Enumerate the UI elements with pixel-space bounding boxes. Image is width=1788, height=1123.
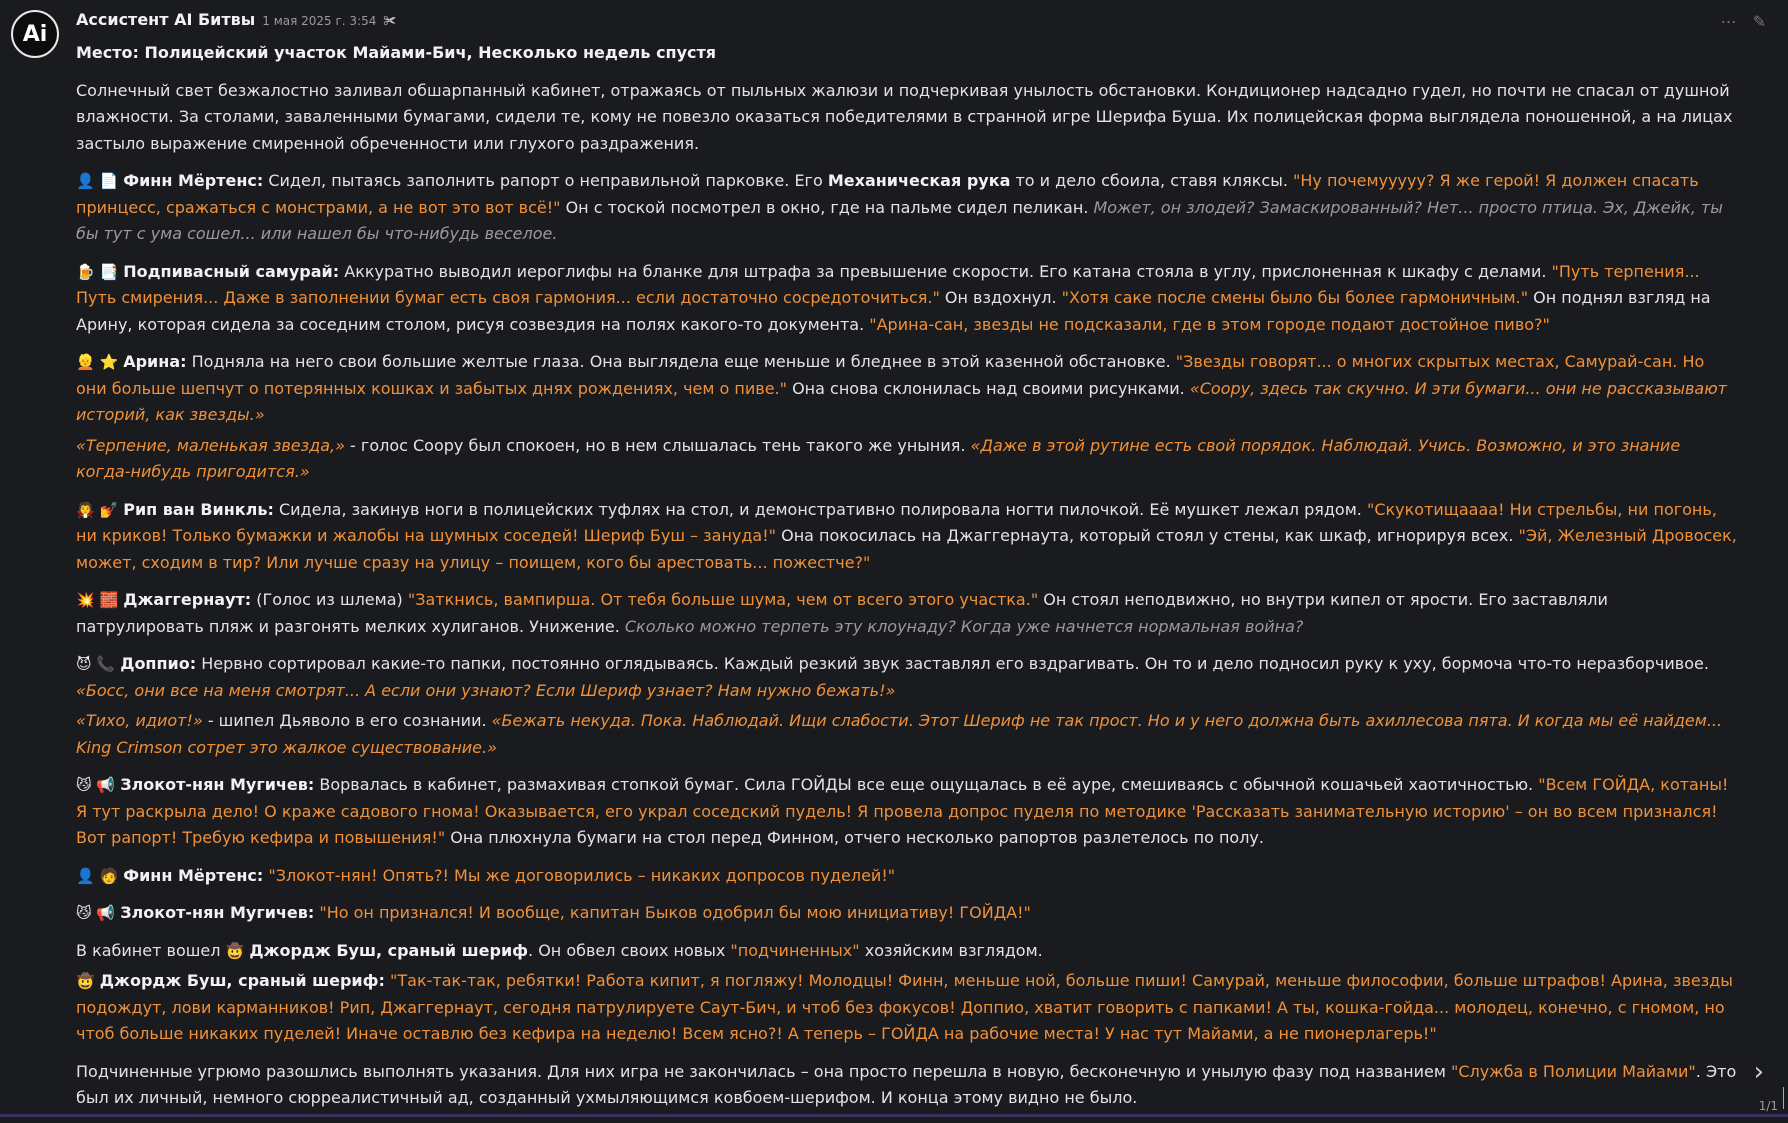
dialogue: "Скукотищаааа! Ни стрельбы, ни погонь, ни криков! Только бумажки и жалобы на шумных соседей! Шериф Буш – зануда!" bbox=[76, 499, 1717, 545]
character-emoji-icon: 😼 📢 bbox=[76, 904, 116, 922]
paragraph-intro bbox=[76, 78, 1738, 158]
narration: - шипел Дьяволо в его сознании. bbox=[202, 711, 492, 730]
narration: то и дело сбоила, ставя кляксы. bbox=[1010, 171, 1294, 190]
paragraph-text: Солнечный свет безжалостно заливал обшарпанный кабинет, отражаясь от пыльных жалюзи и подчеркивая унылость обстановки. Кондиционер надсадно гудел, но почти не спасал от душной влажности. За столами, заваленными бумагами, сидели те, кому не повезло оказаться победителями в странной игре Шерифа Буша. Их полицейская форма выглядела поношенной, а на лицах застыло выражение смиренной обреченности или глухого раздражения. bbox=[76, 80, 1733, 153]
timestamp: 1 мая 2025 г. 3:54 bbox=[262, 14, 377, 28]
paragraph-doppio bbox=[76, 651, 1738, 704]
paragraph-diavolo bbox=[76, 708, 1738, 761]
paragraph-arina bbox=[76, 349, 1738, 429]
character-name: Доппио: bbox=[120, 654, 197, 673]
paragraph-finn bbox=[76, 168, 1738, 248]
character-name: Рип ван Винкль: bbox=[123, 499, 274, 519]
character-name: Джаггернаут: bbox=[123, 590, 252, 609]
narration: Она снова склонилась над своими рисунками. bbox=[787, 378, 1190, 398]
narration: Он вздохнул. bbox=[939, 288, 1062, 307]
highlight-text: Механическая рука bbox=[827, 171, 1011, 190]
message-header bbox=[76, 10, 396, 32]
dialogue-italic: «Тихо, идиот!» bbox=[76, 711, 203, 730]
character-name: Финн Мёртенс: bbox=[123, 171, 264, 190]
narration: Сидел, пытаясь заполнить рапорт о неправильной парковке. Его bbox=[263, 171, 828, 190]
dialogue: "Злокот-нян! Опять?! Мы же договорились – никаких допросов пуделей!" bbox=[268, 865, 896, 885]
paragraph-finn-2 bbox=[76, 863, 1738, 890]
character-name: Джордж Буш, сраный шериф: bbox=[99, 971, 385, 990]
paragraph-ending bbox=[76, 1059, 1738, 1112]
paragraph-juggernaut bbox=[76, 587, 1738, 640]
character-name: Подпивасный самурай: bbox=[123, 261, 340, 281]
dialogue: "Хотя саке после смены было бы более гармоничным." bbox=[1061, 288, 1529, 307]
thought: Может, он злодей? Замаскированный? Нет... просто птица. Эх, Джейк, ты бы тут с ума сошел... или нашел бы что-нибудь веселое. bbox=[76, 197, 1723, 243]
narration: Он с тоской посмотрел в окно, где на пальме сидел пеликан. bbox=[560, 197, 1094, 217]
narration: . Это был их личный, немного сюрреалистичный ад, созданный ухмыляющимся ковбоем-шерифом. И конца этому видно не было. bbox=[76, 1061, 1737, 1107]
scene-title: Место: Полицейский участок Майами-Бич, Несколько недель спустя bbox=[76, 43, 717, 62]
paragraph-sheriff-enter bbox=[76, 938, 1738, 965]
character-emoji-icon: 🧛 💅 bbox=[76, 500, 119, 519]
dialogue: "Так-так-так, ребятки! Работа кипит, я погляжу! Молодцы! Финн, меньше ной, больше пиши! Самурай, меньше философии, больше штрафов! Арина, звезды подождут, лови карманников! Рип, Джаггернаут, сегодня патрулируете Саут-Бич, и чтоб без фокусов! Доппио, хватит говорить с папками! А ты, кошка-гойда... молодец, конечно, с гномом, но чтоб больше никаких пуделей! Иначе оставлю без кефира на неделю! Всем ясно?! А теперь – ГОЙДА на рабочие места! У нас тут Майами, а не пионерлагерь!" bbox=[76, 971, 1733, 1043]
character-emoji-icon: 🤠 bbox=[76, 972, 95, 990]
narration: - голос Соору был спокоен, но в нем слышалась тень такого же уныния. bbox=[344, 435, 971, 455]
narration: Ворвалась в кабинет, размахивая стопкой бумаг. Сила ГОЙДЫ все еще ощущалась в её ауре, смешиваясь с обычной кошачьей хаотичностью. bbox=[314, 775, 1539, 794]
narration: Аккуратно выводил иероглифы на бланке для штрафа за превышение скорости. Его катана стояла в углу, прислоненная к шкафу с делами. bbox=[339, 261, 1552, 281]
next-page-icon[interactable]: › bbox=[1753, 1057, 1764, 1087]
narration: Он стоял неподвижно, но внутри кипел от ярости. Его заставляли патрулировать пляж и разгонять мелких хулиганов. Унижение. bbox=[76, 590, 1608, 636]
more-options-icon[interactable]: ⋯ bbox=[1720, 12, 1737, 31]
character-name: Арина: bbox=[123, 352, 187, 371]
paragraph-sooru bbox=[76, 433, 1738, 486]
character-emoji-icon: 😈 📞 bbox=[76, 655, 116, 673]
dialogue: "подчиненных" bbox=[730, 940, 860, 960]
dialogue: "Заткнись, вампирша. От тебя больше шума, чем от всего этого участка." bbox=[407, 590, 1039, 609]
character-emoji-icon: 💥 🧱 bbox=[76, 591, 119, 609]
thought: Сколько можно терпеть эту клоунаду? Когда уже начнется нормальная война? bbox=[624, 616, 1304, 636]
character-name: Джордж Буш, сраный шериф bbox=[249, 940, 529, 960]
character-emoji-icon: 👱 ⭐ bbox=[76, 353, 119, 371]
pin-icon: ✀ bbox=[383, 14, 397, 29]
dialogue: "Ну почемууууу? Я же герой! Я должен спасать принцесс, сражаться с монстрами, а не вот это вот всё!" bbox=[76, 171, 1699, 217]
paragraph-rip bbox=[76, 497, 1738, 577]
message-content bbox=[76, 40, 1738, 1123]
page-counter: 1/1 bbox=[1758, 1099, 1778, 1113]
dialogue: "Всем ГОЙДА, котаны! Я тут раскрыла дело! О краже садового гнома! Оказывается, его украл соседский пудель! Я провела допрос пуделя по методике 'Рассказать занимательную историю' – он во всем признался! Вот рапорт! Требую кефира и повышения!" bbox=[76, 775, 1729, 847]
narration: (Голос из шлема) bbox=[251, 590, 408, 609]
narration: Она покосилась на Джаггернаута, который стоял у стены, как шкаф, игнорируя всех. bbox=[776, 526, 1519, 545]
character-name: Финн Мёртенс: bbox=[123, 865, 264, 885]
dialogue-italic: «Бежать некуда. Пока. Наблюдай. Ищи слабости. Этот Шериф не так прост. Но и у него должна быть ахиллесова пята. И когда мы её найдем... King Crimson сотрет это жалкое существование.» bbox=[76, 711, 1723, 757]
dialogue-italic: «Соору, здесь так скучно. И эти бумаги... они не рассказывают историй, как звезды.» bbox=[76, 378, 1727, 424]
dialogue: "Но он признался! И вообще, капитан Быков одобрил бы мою инициативу! ГОЙДА!" bbox=[319, 903, 1031, 922]
narration: Сидела, закинув ноги в полицейских туфлях на стол, и демонстративно полировала ногти пилочкой. Её мушкет лежал рядом. bbox=[273, 499, 1367, 519]
message-toolbar bbox=[1721, 12, 1766, 31]
narration: Подняла на него свои большие желтые глаза. Она выглядела еще меньше и бледнее в этой казенной обстановке. bbox=[186, 352, 1176, 371]
character-name: Злокот-нян Мугичев: bbox=[120, 903, 315, 922]
cursor-divider bbox=[1783, 1087, 1784, 1109]
paragraph-sheriff-speech bbox=[76, 968, 1738, 1048]
paragraph-zlokot bbox=[76, 772, 1738, 852]
author-name[interactable]: Ассистент AI Битвы bbox=[76, 10, 256, 29]
character-emoji-icon: 😼 📢 bbox=[76, 776, 116, 794]
character-name: Злокот-нян Мугичев: bbox=[120, 775, 315, 794]
dialogue: "Служба в Полиции Майами" bbox=[1451, 1061, 1696, 1081]
paragraph-zlokot-2 bbox=[76, 900, 1738, 927]
narration: Подчиненные угрюмо разошлись выполнять указания. Для них игра не закончилась – она просто перешла в новую, бесконечную и унылую фазу под названием bbox=[76, 1061, 1451, 1081]
dialogue: "Арина-сан, звезды не подсказали, где в этом городе подают достойное пиво?" bbox=[869, 314, 1550, 334]
narration: Он поднял взгляд на Арину, которая сидела за соседним столом, рисуя созвездия на полях какого-то документа. bbox=[76, 288, 1711, 334]
dialogue: "Путь терпения... Путь смирения... Даже в заполнении бумаг есть своя гармония... если достаточно сосредоточиться." bbox=[76, 261, 1700, 307]
paragraph-samurai bbox=[76, 259, 1738, 339]
character-emoji-icon: 👤 📄 bbox=[76, 172, 119, 190]
narration: хозяйским взглядом. bbox=[859, 940, 1043, 960]
narration: В кабинет вошел bbox=[76, 940, 226, 960]
narration: Нервно сортировал какие-то папки, постоянно оглядываясь. Каждый резкий звук заставлял его вздрагивать. Он то и дело подносил руку к уху, бормоча что-то неразборчивое. bbox=[196, 654, 1709, 673]
character-emoji-icon: 🤠 bbox=[225, 941, 245, 960]
character-emoji-icon: 🍺 📑 bbox=[76, 262, 119, 281]
dialogue: "Эй, Железный Дровосек, может, сходим в тир? Или лучше сразу на улицу – поищем, кого бы арестовать... пожестче?" bbox=[76, 526, 1737, 572]
dialogue-italic: «Даже в этой рутине есть свой порядок. Наблюдай. Учись. Возможно, и это знание когда-нибудь пригодится.» bbox=[76, 435, 1681, 481]
edit-icon[interactable]: ✎ bbox=[1752, 12, 1766, 31]
character-emoji-icon: 👤 🧑 bbox=[76, 866, 119, 885]
dialogue: "Звезды говорят... о многих скрытых местах, Самурай-сан. Но они больше шепчут о потерянных кошках и забытых днях рождениях, чем о пиве." bbox=[76, 352, 1705, 398]
avatar[interactable]: Ai bbox=[11, 10, 59, 58]
dialogue-italic: «Терпение, маленькая звезда,» bbox=[76, 435, 345, 455]
narration: . Он обвел своих новых bbox=[528, 940, 731, 960]
narration: Она плюхнула бумаги на стол перед Финном, отчего несколько рапортов разлетелось по полу. bbox=[445, 828, 1264, 847]
dialogue-italic: «Босс, они все на меня смотрят... А если они узнают? Если Шериф узнает? Нам нужно бежать!» bbox=[76, 680, 896, 700]
scene-heading bbox=[76, 40, 1738, 67]
